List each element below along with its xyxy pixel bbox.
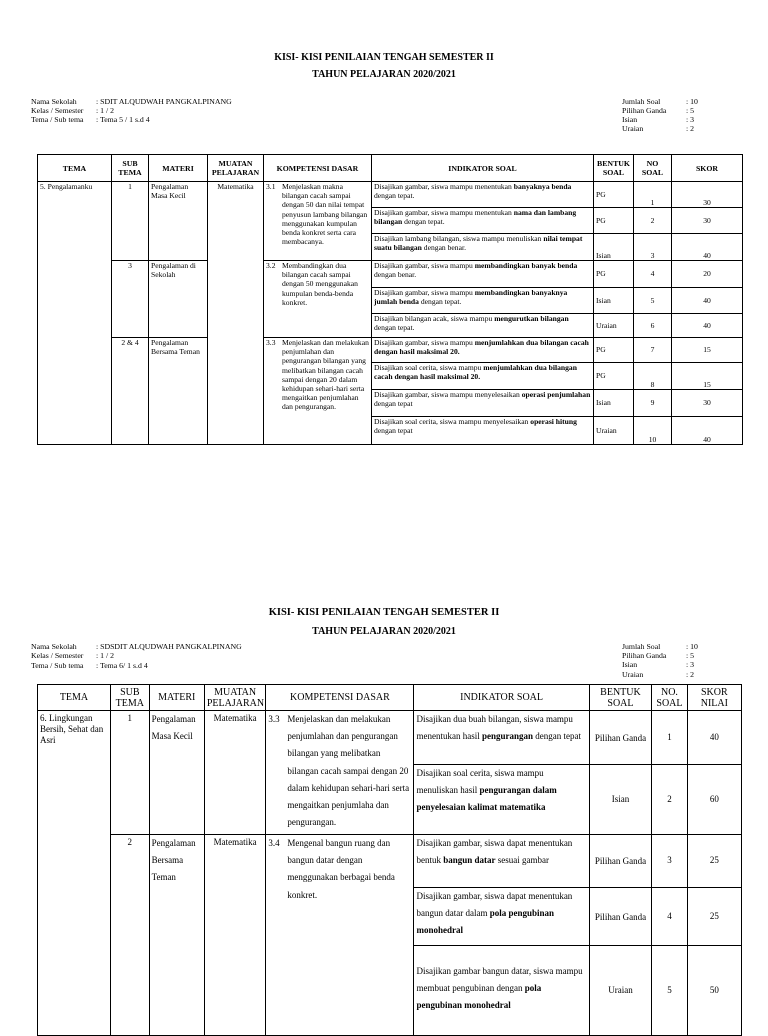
ind-text: Disajikan lambang bilangan, siswa mampu menuliskan — [374, 234, 544, 243]
skor-cell: 30 — [672, 182, 743, 208]
summary-label: Jumlah Soal — [622, 97, 661, 106]
ind-text: Disajikan gambar, siswa mampu menentukan — [374, 182, 514, 191]
kd-cell — [266, 711, 414, 835]
header-no: NO. SOAL — [652, 685, 687, 711]
header-bentuk: BENTUK SOAL — [589, 685, 652, 711]
indikator-cell — [414, 765, 589, 835]
table-row — [38, 182, 743, 208]
bentuk-cell: PG — [594, 338, 634, 363]
doc2-grid-table — [37, 684, 742, 1036]
header-skor: SKOR NILAI — [687, 685, 741, 711]
no-cell: 5 — [634, 288, 672, 314]
kd-text: Menjelaskan makna bilangan cacah sampai dengan 50 dan nilai tempat penyusun lambang bilangan menggunakan kumpulan benda konkret serta cara membacanya. — [282, 182, 368, 247]
doc2-question-summary — [622, 642, 698, 679]
materi-cell: Pengalaman di Sekolah — [149, 261, 208, 338]
header-materi: MATERI — [149, 155, 208, 182]
header-indikator: INDIKATOR SOAL — [372, 155, 594, 182]
skor-cell: 15 — [672, 338, 743, 363]
bentuk-cell: PG — [594, 182, 634, 208]
kd-cell — [264, 261, 372, 338]
ind-text: dengan tepat. — [374, 191, 415, 201]
ind-bold: menjumlahkan dua bilangan cacah dengan hasil maksimal 20. — [374, 363, 577, 382]
bentuk-cell: Uraian — [589, 946, 652, 1036]
bentuk-cell: Pilihan Ganda — [589, 711, 652, 765]
header-kompetensi: KOMPETENSI DASAR — [266, 685, 414, 711]
header-bentuk: BENTUK SOAL — [594, 155, 634, 182]
summary-value: : 3 — [686, 115, 695, 124]
skor-cell: 40 — [687, 711, 741, 765]
indikator-cell — [372, 338, 594, 363]
kd-text: Membandingkan dua bilangan cacah sampai dengan 50 menggunakan kumpulan benda-benda konkret. — [282, 261, 358, 307]
summary-label: Uraian — [622, 124, 644, 133]
bentuk-cell: Uraian — [594, 314, 634, 338]
ind-text: dengan benar. — [421, 243, 466, 253]
ind-bold: pengurangan — [481, 731, 533, 742]
ind-text: sesuai gambar — [495, 855, 549, 866]
indikator-cell — [372, 234, 594, 261]
ind-bold: banyaknya benda — [513, 182, 572, 191]
ind-text: dengan tepat — [532, 731, 581, 742]
no-cell: 2 — [634, 208, 672, 234]
school-value: : SDIT ALQUDWAH PANGKALPINANG — [96, 97, 232, 106]
skor-cell: 40 — [672, 314, 743, 338]
ind-bold: nilai tempat suatu bilangan — [374, 234, 583, 253]
ind-text: Disajikan gambar, siswa mampu menyelesaikan — [374, 390, 522, 399]
school-label: Nama Sekolah — [31, 97, 77, 106]
ind-text: Disajikan dua buah bilangan, siswa mampu menentukan hasil — [416, 714, 573, 742]
ind-text: dengan tepat. — [418, 297, 462, 307]
doc1-question-summary — [622, 97, 698, 133]
ind-bold: operasi hitung — [530, 417, 577, 426]
ind-text: dengan tepat. — [374, 323, 415, 333]
bentuk-cell: Isian — [594, 390, 634, 417]
doc2-subtitle: TAHUN PELAJARAN 2020/2021 — [312, 626, 456, 637]
header-kompetensi: KOMPETENSI DASAR — [264, 155, 372, 182]
ind-text: Disajikan bilangan acak, siswa mampu — [374, 314, 495, 323]
bentuk-cell: Isian — [594, 288, 634, 314]
no-cell: 4 — [652, 888, 687, 946]
no-cell: 7 — [634, 338, 672, 363]
bentuk-cell: PG — [594, 363, 634, 390]
bentuk-cell: Isian — [589, 765, 652, 835]
skor-cell: 50 — [687, 946, 741, 1036]
ind-text: Disajikan gambar, siswa mampu — [374, 261, 475, 270]
no-cell: 3 — [652, 835, 687, 888]
header-muatan: MUATAN PELAJARAN — [208, 155, 264, 182]
materi-cell: Pengalaman Masa Kecil — [149, 182, 208, 261]
summary-label: Uraian — [622, 669, 644, 679]
sub-tema-cell: 1 — [111, 711, 150, 835]
class-label: Kelas / Semester — [31, 651, 84, 661]
kd-cell — [264, 338, 372, 445]
skor-cell: 40 — [672, 288, 743, 314]
ind-text: Disajikan gambar, siswa mampu — [374, 288, 475, 297]
bentuk-cell: Pilihan Ganda — [589, 835, 652, 888]
header-sub-tema: SUB TEMA — [112, 155, 149, 182]
ind-text: dengan tepat. — [402, 217, 445, 227]
ind-bold: membandingkan banyaknya jumlah benda — [374, 288, 568, 307]
skor-cell: 60 — [687, 765, 741, 835]
summary-value: : 2 — [686, 124, 695, 133]
kd-number: 3.1 — [266, 182, 276, 191]
class-label: Kelas / Semester — [31, 106, 84, 115]
sub-tema-cell: 2 & 4 — [112, 338, 149, 445]
table-header-row — [38, 155, 743, 182]
indikator-cell — [414, 888, 589, 946]
header-sub-tema: SUB TEMA — [111, 685, 150, 711]
skor-cell: 30 — [672, 208, 743, 234]
summary-value: : 5 — [686, 106, 695, 115]
skor-cell: 25 — [687, 888, 741, 946]
indikator-cell — [372, 417, 594, 445]
no-cell: 6 — [634, 314, 672, 338]
indikator-cell — [372, 314, 594, 338]
no-cell: 3 — [634, 234, 672, 261]
no-cell: 10 — [634, 417, 672, 445]
materi-cell: Pengalaman Masa Kecil — [149, 711, 204, 835]
ind-text: Disajikan soal cerita, siswa mampu menyelesaikan — [374, 417, 531, 426]
kd-cell — [266, 835, 414, 1036]
no-cell: 5 — [652, 946, 687, 1036]
bentuk-cell: Pilihan Ganda — [589, 888, 652, 946]
ind-text: Disajikan gambar bangun datar, siswa mampu membuat pengubinan dengan — [416, 966, 583, 994]
ind-bold: mengurutkan bilangan — [494, 314, 569, 323]
indikator-cell — [414, 835, 589, 888]
no-cell: 1 — [652, 711, 687, 765]
summary-value: : 2 — [686, 669, 695, 679]
ind-bold: pengurangan dalam penyelesaian kalimat matematika — [416, 785, 557, 813]
school-value: : SDSDIT ALQUDWAH PANGKALPINANG — [96, 642, 242, 651]
doc2-title: KISI- KISI PENILAIAN TENGAH SEMESTER II — [268, 607, 500, 618]
ind-text: Disajikan gambar, siswa mampu — [374, 338, 475, 347]
ind-bold: bangun datar — [443, 855, 496, 866]
kd-number: 3.4 — [268, 838, 280, 848]
skor-cell: 30 — [672, 390, 743, 417]
skor-cell: 40 — [672, 234, 743, 261]
header-no: NO SOAL — [634, 155, 672, 182]
ind-text: Disajikan gambar, siswa dapat menentukan bangun datar dalam — [416, 891, 573, 919]
header-indikator: INDIKATOR SOAL — [414, 685, 589, 711]
muatan-cell: Matematika — [204, 711, 266, 835]
ind-text: Disajikan gambar, siswa dapat menentukan bentuk — [416, 838, 573, 866]
bentuk-cell: PG — [594, 261, 634, 288]
materi-cell: Pengalaman Bersama Teman — [149, 338, 208, 445]
summary-value: : 3 — [686, 660, 695, 670]
indikator-cell — [372, 208, 594, 234]
table-row — [38, 835, 742, 888]
no-cell: 2 — [652, 765, 687, 835]
ind-bold: operasi penjumlahan — [521, 390, 591, 399]
sub-tema-cell: 1 — [112, 182, 149, 261]
ind-bold: menjumlahkan dua bilangan cacah dengan hasil maksimal 20. — [374, 338, 589, 357]
summary-label: Pilihan Ganda — [622, 106, 667, 115]
kd-text: Mengenal bangun ruang dan bangun datar dengan menggunakan berbagai benda konkret. — [287, 838, 395, 900]
sub-tema-cell: 3 — [112, 261, 149, 338]
skor-cell: 40 — [672, 417, 743, 445]
summary-label: Isian — [622, 115, 638, 124]
table-header-row — [38, 685, 742, 711]
bentuk-cell: Isian — [594, 234, 634, 261]
table-row — [38, 261, 743, 288]
ind-text: dengan tepat — [374, 426, 413, 436]
kd-text: Menjelaskan dan melakukan penjumlahan dan pengurangan bilangan yang melibatkan bilangan cacah sampai dengan 20 dalam kehidupan sehari-hari serta mengaitkan penjumlahan dan pengurangan. — [282, 338, 369, 412]
no-cell: 9 — [634, 390, 672, 417]
class-value: : 1 / 2 — [96, 106, 114, 115]
indikator-cell — [372, 288, 594, 314]
no-cell: 1 — [634, 182, 672, 208]
ind-bold: membandingkan banyak benda — [474, 261, 578, 270]
ind-text: dengan tepat — [374, 399, 413, 409]
theme-label: Tema / Sub tema — [31, 660, 84, 670]
kd-number: 3.2 — [266, 261, 276, 270]
indikator-cell — [372, 363, 594, 390]
table-row — [38, 338, 743, 363]
muatan-cell: Matematika — [204, 835, 266, 1036]
header-skor: SKOR — [672, 155, 743, 182]
bentuk-cell: Uraian — [594, 417, 634, 445]
theme-value: : Tema 6/ 1 s.d 4 — [96, 660, 148, 670]
indikator-cell — [414, 711, 589, 765]
muatan-cell: Matematika — [208, 182, 264, 445]
indikator-cell — [372, 261, 594, 288]
ind-bold: pola pengubinan monohedral — [416, 983, 542, 1011]
table-row — [38, 711, 742, 765]
summary-label: Isian — [622, 660, 638, 670]
summary-value: : 10 — [686, 642, 698, 651]
tema-cell: 6. Lingkungan Bersih, Sehat dan Asri — [38, 711, 111, 1036]
school-label: Nama Sekolah — [31, 642, 77, 651]
doc1-subtitle: TAHUN PELAJARAN 2020/2021 — [312, 69, 456, 80]
no-cell: 8 — [634, 363, 672, 390]
ind-bold: pola pengubinan monohedral — [416, 908, 554, 936]
ind-text: Disajikan soal cerita, siswa mampu menuliskan hasil — [416, 768, 544, 796]
doc1-title: KISI- KISI PENILAIAN TENGAH SEMESTER II — [274, 52, 494, 63]
indikator-cell — [372, 390, 594, 417]
theme-value: : Tema 5 / 1 s.d 4 — [96, 115, 150, 124]
kd-number: 3.3 — [268, 714, 280, 724]
header-tema: TEMA — [38, 685, 111, 711]
summary-value: : 10 — [686, 97, 698, 106]
bentuk-cell: PG — [594, 208, 634, 234]
indikator-cell — [372, 182, 594, 208]
skor-cell: 25 — [687, 835, 741, 888]
sub-tema-cell: 2 — [111, 835, 150, 1036]
summary-label: Jumlah Soal — [622, 642, 661, 651]
doc1-school-info — [31, 97, 232, 124]
kd-cell — [264, 182, 372, 261]
ind-text: dengan benar. — [374, 270, 417, 280]
doc1-grid-table — [37, 154, 743, 445]
theme-label: Tema / Sub tema — [31, 115, 84, 124]
no-cell: 4 — [634, 261, 672, 288]
kd-number: 3.3 — [266, 338, 276, 347]
header-materi: MATERI — [149, 685, 204, 711]
tema-cell: 5. Pengalamanku — [38, 182, 112, 445]
ind-bold: nama dan lambang bilangan — [374, 208, 577, 227]
header-muatan: MUATAN PELAJARAN — [204, 685, 266, 711]
class-value: : 1 / 2 — [96, 651, 114, 661]
ind-text: Disajikan soal cerita, siswa mampu — [374, 363, 484, 372]
skor-cell: 15 — [672, 363, 743, 390]
summary-value: : 5 — [686, 651, 695, 661]
ind-text: Disajikan gambar, siswa mampu menentukan — [374, 208, 514, 217]
indikator-cell — [414, 946, 589, 1036]
skor-cell: 20 — [672, 261, 743, 288]
summary-label: Pilihan Ganda — [622, 651, 667, 661]
materi-cell: Pengalaman Bersama Teman — [149, 835, 204, 1036]
doc2-school-info — [31, 642, 242, 670]
kd-text: Menjelaskan dan melakukan penjumlahan dan pengurangan bilangan yang melibatkan bilangan cacah sampai dengan 20 dalam kehidupan sehari-hari serta mengaitkan penjumlaha dan pengurangan. — [287, 714, 410, 828]
header-tema: TEMA — [38, 155, 112, 182]
